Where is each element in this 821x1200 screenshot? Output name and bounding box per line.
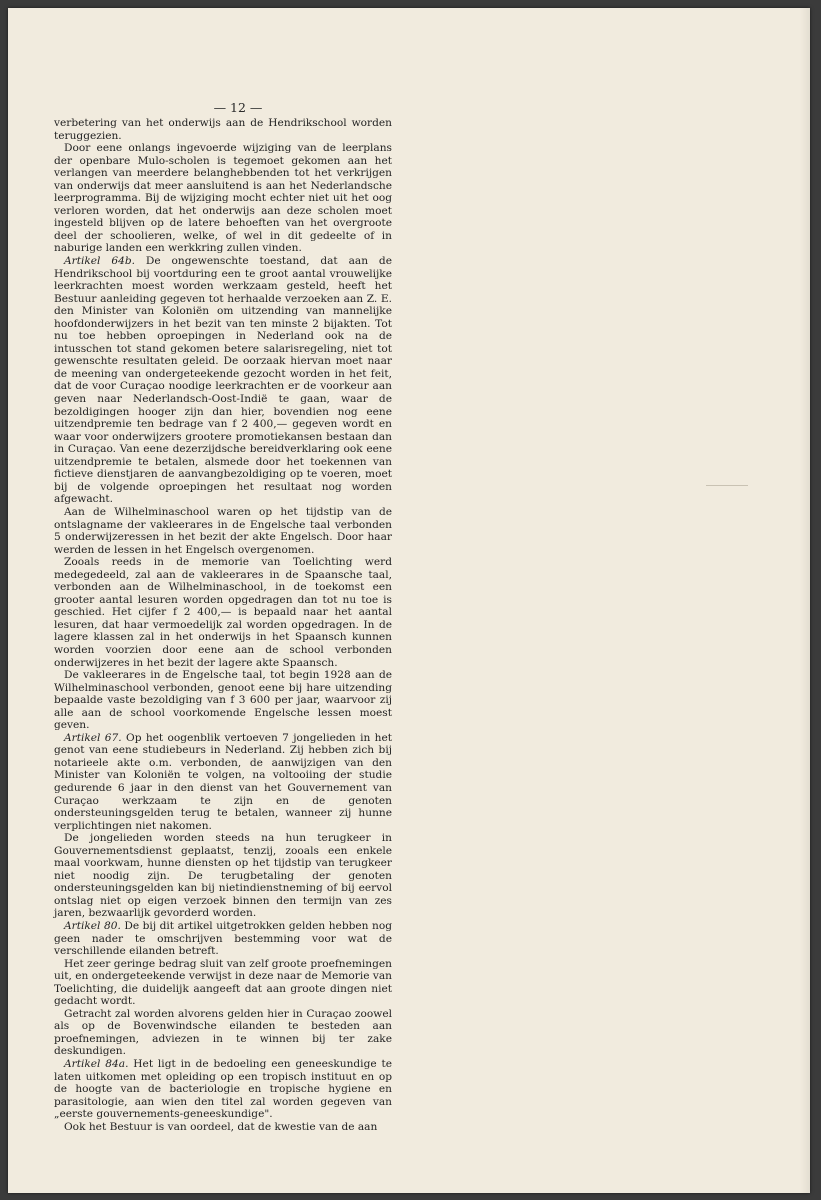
- paragraph-text: Het ligt in de bedoeling een geneeskundige te laten uitkomen met opleiding op een tropisch instituut en op de hoogte van de bacteriologie en tropische hygiene en parasitologie, aan wien den titel zal worden gegeven van „eerste gouvernements-geneeskundige".: [54, 1058, 392, 1121]
- paragraph: [54, 1058, 392, 1121]
- paragraph: [54, 506, 392, 556]
- paragraph: [54, 958, 392, 1008]
- paragraph-text: Zooals reeds in de memorie van Toelichting werd medegedeeld, zal aan de vakleerares in de Spaansche taal, verbonden aan de Wilhelminaschool, in de toekomst een grooter aantal lesuren worden opgedragen dan tot nu toe is geschied. Het cijfer f 2 400,— is bepaald naar het aantal lesuren, dat haar vermoedelijk zal worden opgedragen. In de lagere klassen zal in het onderwijs in het Spaansch kunnen worden voorzien door eene aan de school verbonden onderwijzeres in het bezit der lagere akte Spaansch.: [54, 556, 392, 669]
- pencil-mark: [706, 485, 748, 486]
- paragraph-text: Op het oogenblik vertoeven 7 jongelieden in het genot van eene studiebeurs in Nederland. Zij hebben zich bij notarieele akte o.m. verbonden, de aanwijzigen van den Minister van Koloniën te volgen, na voltooiing der studie gedurende 6 jaar in den dienst van het Gouvernement van Curaçao werkzaam te zijn en de genoten ondersteuningsgelden terug te betalen, wanneer zij hunne verplichtingen niet nakomen.: [54, 731, 393, 832]
- paragraph-text: verbetering van het onderwijs aan de Hendrikschool worden teruggezien.: [54, 117, 392, 142]
- paragraph-text: De vakleerares in de Engelsche taal, tot begin 1928 aan de Wilhelminaschool verbonden, genoot eene bij hare uitzending bepaalde vaste bezoldiging van f 3 600 per jaar, waarvoor zij alle aan de school voorkomende Engelsche lessen moest geven.: [54, 669, 392, 732]
- article-label: Artikel 80.: [64, 920, 121, 932]
- body-text: [54, 117, 392, 1133]
- paragraph: [54, 255, 392, 506]
- paragraph-text: De bij dit artikel uitgetrokken gelden hebben nog geen nader te omschrijven bestemming voor wat de verschillende eilanden betreft.: [54, 920, 392, 958]
- paragraph-text: Door eene onlangs ingevoerde wijziging van de leerplans der openbare Mulo-scholen is tegemoet gekomen aan het verlangen van meerdere belanghebbenden tot het verkrijgen van onderwijs dat meer aansluitend is aan het Nederlandsche leerprogramma. Bij de wijziging mocht echter niet uit het oog verloren worden, dat het onderwijs aan deze scholen moet ingesteld blijven op de latere behoeften van het overgroote deel der schoolieren, welke, of wel in dit gedeelte of in naburige landen een werkkring zullen vinden.: [54, 142, 392, 255]
- page-number: — 12 —: [213, 100, 263, 115]
- paragraph: [54, 556, 392, 669]
- paragraph: [54, 142, 392, 255]
- paragraph: [54, 669, 392, 732]
- paragraph: [54, 920, 392, 958]
- paragraph: [54, 1008, 392, 1058]
- paragraph-text: Het zeer geringe bedrag sluit van zelf groote proefnemingen uit, en ondergeteekende verwijst in deze naar de Memorie van Toelichting, die duidelijk aangeeft dat aan groote dingen niet gedacht wordt.: [54, 957, 392, 1008]
- paragraph: [54, 832, 392, 920]
- paragraph: [54, 1121, 392, 1134]
- paragraph-text: Aan de Wilhelminaschool waren op het tijdstip van de ontslagname der vakleerares in de Engelsche taal verbonden 5 onderwijzeressen in het bezit der akte Engelsch. Door haar werden de lessen in het Engelsch overgenomen.: [54, 505, 392, 556]
- paragraph-text: De ongewenschte toestand, dat aan de Hendrikschool bij voortduring een te groot aantal vrouwelijke leerkrachten moest worden werkzaam gesteld, heeft het Bestuur aanleiding gegeven tot herhaalde verzoeken aan Z. E. den Minister van Koloniën om uitzending van mannelijke hoofdonderwijzers in het bezit van ten minste 2 bijakten. Tot nu toe hebben oproepingen in Nederland ook na de intusschen tot stand gekomen betere salarisregeling, niet tot gewenschte resultaten geleid. De oorzaak hiervan moet naar de meening van ondergeteekende gezocht worden in het feit, dat de voor Curaçao noodige leerkrachten er de voorkeur aan geven naar Nederlandsch-Oost-Indië te gaan, waar de bezoldigingen hooger zijn dan hier, bovendien nog eene uitzendpremie ten bedrage van f 2 400,— gegeven wordt en waar voor onderwijzers grootere promotiekansen bestaan dan in Curaçao. Van eene dezerzijdsche bereidverklaring ook eene uitzendpremie te betalen, alsmede door het toekennen van fictieve dienstjaren de aanvangbezoldiging op te voeren, moet bij de volgende oproepingen het resultaat nog worden afgewacht.: [54, 255, 392, 506]
- paragraph-text: Ook het Bestuur is van oordeel, dat de kwestie van de aan: [64, 1120, 378, 1133]
- paragraph: [54, 732, 392, 832]
- paragraph-text: De jongelieden worden steeds na hun terugkeer in Gouvernementsdienst geplaatst, tenzij, zooals een enkele maal voorkwam, hunne diensten op het tijdstip van terugkeer niet noodig zijn. De terugbetaling der genoten ondersteuningsgelden kan bij nietindienstneming of bij eervol ontslag niet op eigen verzoek binnen den termijn van zes jaren, bezwaarlijk gevorderd worden.: [54, 832, 392, 920]
- article-label: Artikel 64b.: [64, 255, 135, 268]
- paragraph: [54, 117, 392, 142]
- document-page: [8, 8, 810, 1193]
- article-label: Artikel 67.: [64, 731, 122, 744]
- article-label: Artikel 84a.: [64, 1058, 129, 1071]
- paragraph-text: Getracht zal worden alvorens gelden hier in Curaçao zoowel als op de Bovenwindsche eilanden te besteden aan proefnemingen, adviezen in te winnen bij ter zake deskundigen.: [54, 1007, 392, 1058]
